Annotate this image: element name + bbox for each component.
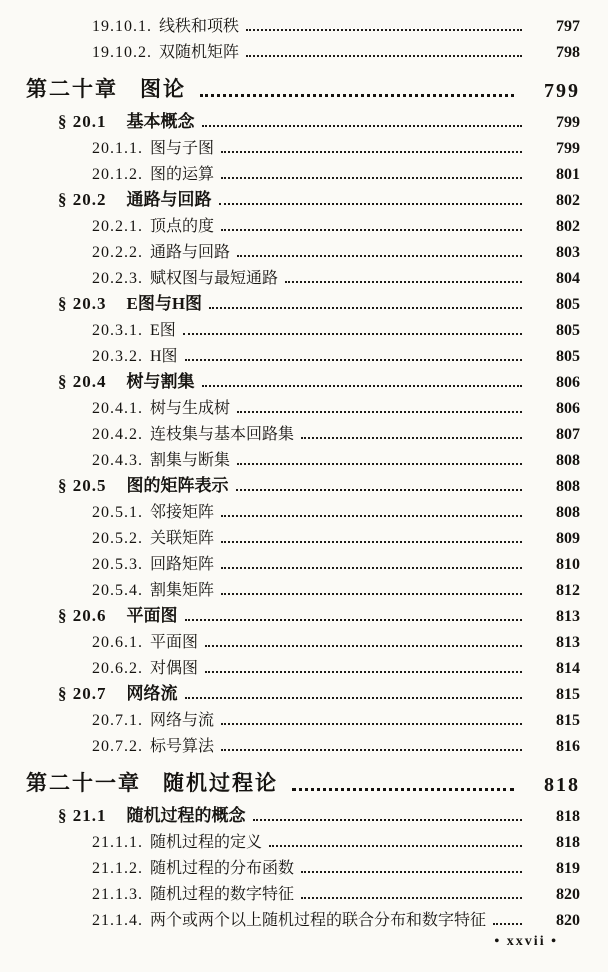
toc-entry-number: 21.1.4. — [92, 912, 143, 929]
toc-entry-page: 815 — [556, 686, 580, 703]
toc-entry-title: 随机过程的数字特征 — [150, 886, 295, 903]
toc-entry-number: 20.4.2. — [92, 426, 143, 443]
toc-entry-page: 799 — [556, 140, 580, 157]
toc-entry — [0, 210, 608, 236]
toc-entry-page: 808 — [556, 478, 580, 495]
toc-entry — [0, 158, 608, 184]
toc-entry-title: 邻接矩阵 — [150, 504, 215, 521]
toc-entry-page: 809 — [556, 530, 580, 547]
toc-entry-number: § 20.4 — [58, 372, 107, 391]
toc-entry-number: § 20.2 — [58, 190, 107, 209]
toc-entry — [0, 236, 608, 262]
dot-leader — [185, 619, 523, 621]
toc-entry — [0, 826, 608, 852]
toc-entry-title: 图论 — [140, 77, 186, 101]
dot-leader — [221, 541, 522, 543]
dot-leader — [221, 567, 522, 569]
toc-entry — [0, 366, 608, 392]
toc-entry-number: § 20.1 — [58, 112, 107, 131]
toc-entry — [0, 314, 608, 340]
toc-entry-title: 树与生成树 — [150, 400, 231, 417]
toc-entry-page: 808 — [556, 504, 580, 521]
dot-leader — [493, 923, 522, 925]
toc-entry-number: 20.5.2. — [92, 530, 143, 547]
toc-entry-page: 799 — [544, 80, 580, 102]
toc-entry — [0, 574, 608, 600]
toc-entry-number: 19.10.1. — [92, 18, 152, 35]
toc-entry-number: 19.10.2. — [92, 44, 152, 61]
toc-entry-title: 割集与断集 — [150, 452, 231, 469]
dot-leader — [246, 55, 522, 57]
dot-leader — [246, 29, 522, 31]
dot-leader — [205, 645, 522, 647]
toc-entry-page: 805 — [556, 322, 580, 339]
toc-entry-number: 20.7.2. — [92, 738, 143, 755]
dot-leader — [301, 897, 522, 899]
toc-entry-title: 连枝集与基本回路集 — [150, 426, 295, 443]
dot-leader — [202, 385, 523, 387]
toc-entry-title: 赋权图与最短通路 — [150, 270, 279, 287]
dot-leader — [269, 845, 522, 847]
toc-entry-title: 图的运算 — [150, 166, 215, 183]
dot-leader — [219, 203, 523, 205]
toc-entry-page: 805 — [556, 348, 580, 365]
toc-entry-page: 803 — [556, 244, 580, 261]
toc-entry-title: 关联矩阵 — [150, 530, 215, 547]
toc-entry-title: 图与子图 — [150, 140, 215, 157]
dot-leader — [285, 281, 522, 283]
toc-entry-number: 20.2.1. — [92, 218, 143, 235]
toc-entry-number: 20.3.2. — [92, 348, 143, 365]
toc-entry-page: 818 — [556, 808, 580, 825]
dot-leader — [221, 177, 522, 179]
toc-entry-title: 顶点的度 — [150, 218, 215, 235]
toc-entry-page: 805 — [556, 296, 580, 313]
toc-entry-page: 812 — [556, 582, 580, 599]
toc-entry — [0, 496, 608, 522]
toc-entry-number: 20.3.1. — [92, 322, 143, 339]
toc-entry-title: 通路与回路 — [150, 244, 231, 261]
toc-entry-page: 814 — [556, 660, 580, 677]
toc-entry — [0, 132, 608, 158]
toc-entry-title: 割集矩阵 — [150, 582, 215, 599]
dot-leader — [185, 697, 523, 699]
toc-list — [0, 10, 608, 930]
toc-entry — [0, 392, 608, 418]
toc-entry-title: 随机过程的分布函数 — [150, 860, 295, 877]
toc-entry-title: 随机过程的概念 — [126, 806, 246, 825]
toc-entry — [0, 626, 608, 652]
toc-entry — [0, 69, 608, 103]
toc-entry — [0, 904, 608, 930]
toc-entry-page: 801 — [556, 166, 580, 183]
toc-entry-title: 线秩和项秩 — [159, 18, 240, 35]
toc-entry-title: 网络与流 — [150, 712, 215, 729]
toc-entry-title: 网络流 — [126, 684, 178, 703]
toc-entry-page: 820 — [556, 912, 580, 929]
dot-leader — [237, 463, 522, 465]
dot-leader — [221, 229, 522, 231]
page-footer: • xxvii • — [494, 934, 558, 949]
dot-leader — [301, 437, 522, 439]
toc-entry — [0, 288, 608, 314]
toc-entry — [0, 800, 608, 826]
toc-entry — [0, 418, 608, 444]
toc-entry-title: 回路矩阵 — [150, 556, 215, 573]
toc-entry — [0, 548, 608, 574]
toc-entry — [0, 36, 608, 62]
dot-leader — [209, 307, 522, 309]
toc-entry-number: 20.7.1. — [92, 712, 143, 729]
toc-entry — [0, 10, 608, 36]
toc-entry-page: 816 — [556, 738, 580, 755]
dot-leader — [292, 788, 514, 791]
toc-entry-page: 808 — [556, 452, 580, 469]
toc-entry-number: 21.1.3. — [92, 886, 143, 903]
toc-entry-page: 799 — [556, 114, 580, 131]
toc-entry-title: 图的矩阵表示 — [126, 476, 229, 495]
toc-entry — [0, 600, 608, 626]
toc-entry-number: 20.6.2. — [92, 660, 143, 677]
toc-entry — [0, 730, 608, 756]
toc-entry-page: 806 — [556, 374, 580, 391]
toc-entry-title: 平面图 — [126, 606, 178, 625]
toc-entry — [0, 106, 608, 132]
dot-leader — [185, 359, 522, 361]
toc-entry-page: 802 — [556, 218, 580, 235]
toc-entry-number: 20.5.4. — [92, 582, 143, 599]
toc-entry-number: § 20.7 — [58, 684, 107, 703]
toc-entry-title: 双随机矩阵 — [159, 44, 240, 61]
toc-entry — [0, 444, 608, 470]
toc-entry-number: 20.5.1. — [92, 504, 143, 521]
toc-entry-page: 820 — [556, 886, 580, 903]
toc-entry-title: 基本概念 — [126, 112, 195, 131]
dot-leader — [253, 819, 523, 821]
dot-leader — [221, 723, 522, 725]
toc-entry — [0, 852, 608, 878]
toc-entry-page: 807 — [556, 426, 580, 443]
toc-entry-page: 818 — [556, 834, 580, 851]
toc-entry-number: § 20.6 — [58, 606, 107, 625]
toc-entry-title: 通路与回路 — [126, 190, 212, 209]
toc-entry-number: 20.1.2. — [92, 166, 143, 183]
dot-leader — [301, 871, 522, 873]
toc-entry-number: 第二十章 — [26, 77, 118, 101]
toc-entry-page: 810 — [556, 556, 580, 573]
toc-entry-page: 798 — [556, 44, 580, 61]
toc-entry-number: 20.2.3. — [92, 270, 143, 287]
toc-entry — [0, 184, 608, 210]
toc-entry — [0, 763, 608, 797]
toc-entry-title: 树与割集 — [126, 372, 195, 391]
dot-leader — [183, 333, 522, 335]
toc-entry-title: E图 — [150, 322, 176, 339]
toc-entry-number: § 20.5 — [58, 476, 107, 495]
toc-entry-number: 21.1.1. — [92, 834, 143, 851]
dot-leader — [200, 94, 514, 97]
toc-entry-number: § 21.1 — [58, 806, 107, 825]
toc-entry-title: E图与H图 — [126, 294, 203, 313]
toc-entry-number: 第二十一章 — [26, 771, 141, 795]
dot-leader — [221, 151, 522, 153]
toc-entry-page: 804 — [556, 270, 580, 287]
toc-entry-title: 两个或两个以上随机过程的联合分布和数字特征 — [150, 912, 487, 929]
toc-entry-number: 20.4.1. — [92, 400, 143, 417]
dot-leader — [237, 255, 522, 257]
toc-entry-page: 802 — [556, 192, 580, 209]
toc-entry-number: 20.2.2. — [92, 244, 143, 261]
toc-entry-title: 对偶图 — [150, 660, 199, 677]
toc-entry-title: 随机过程的定义 — [150, 834, 263, 851]
toc-entry-title: 标号算法 — [150, 738, 215, 755]
toc-entry — [0, 878, 608, 904]
toc-entry-number: 20.1.1. — [92, 140, 143, 157]
toc-entry-title: H图 — [150, 348, 178, 365]
toc-entry-page: 813 — [556, 608, 580, 625]
dot-leader — [202, 125, 523, 127]
dot-leader — [205, 671, 522, 673]
toc-entry-page: 806 — [556, 400, 580, 417]
toc-entry-title: 随机过程论 — [163, 771, 278, 795]
dot-leader — [236, 489, 523, 491]
toc-entry — [0, 704, 608, 730]
toc-entry-number: 21.1.2. — [92, 860, 143, 877]
toc-entry — [0, 340, 608, 366]
toc-entry — [0, 470, 608, 496]
toc-entry-title: 平面图 — [150, 634, 199, 651]
toc-entry-page: 815 — [556, 712, 580, 729]
dot-leader — [221, 749, 522, 751]
toc-entry-page: 813 — [556, 634, 580, 651]
toc-entry-page: 818 — [544, 774, 580, 796]
dot-leader — [221, 593, 522, 595]
toc-entry-number: 20.5.3. — [92, 556, 143, 573]
toc-entry-number: § 20.3 — [58, 294, 107, 313]
dot-leader — [237, 411, 522, 413]
toc-entry-page: 819 — [556, 860, 580, 877]
toc-entry-page: 797 — [556, 18, 580, 35]
toc-entry — [0, 262, 608, 288]
toc-entry-number: 20.6.1. — [92, 634, 143, 651]
toc-entry — [0, 652, 608, 678]
toc-entry — [0, 522, 608, 548]
toc-entry-number: 20.4.3. — [92, 452, 143, 469]
toc-entry — [0, 678, 608, 704]
dot-leader — [221, 515, 522, 517]
